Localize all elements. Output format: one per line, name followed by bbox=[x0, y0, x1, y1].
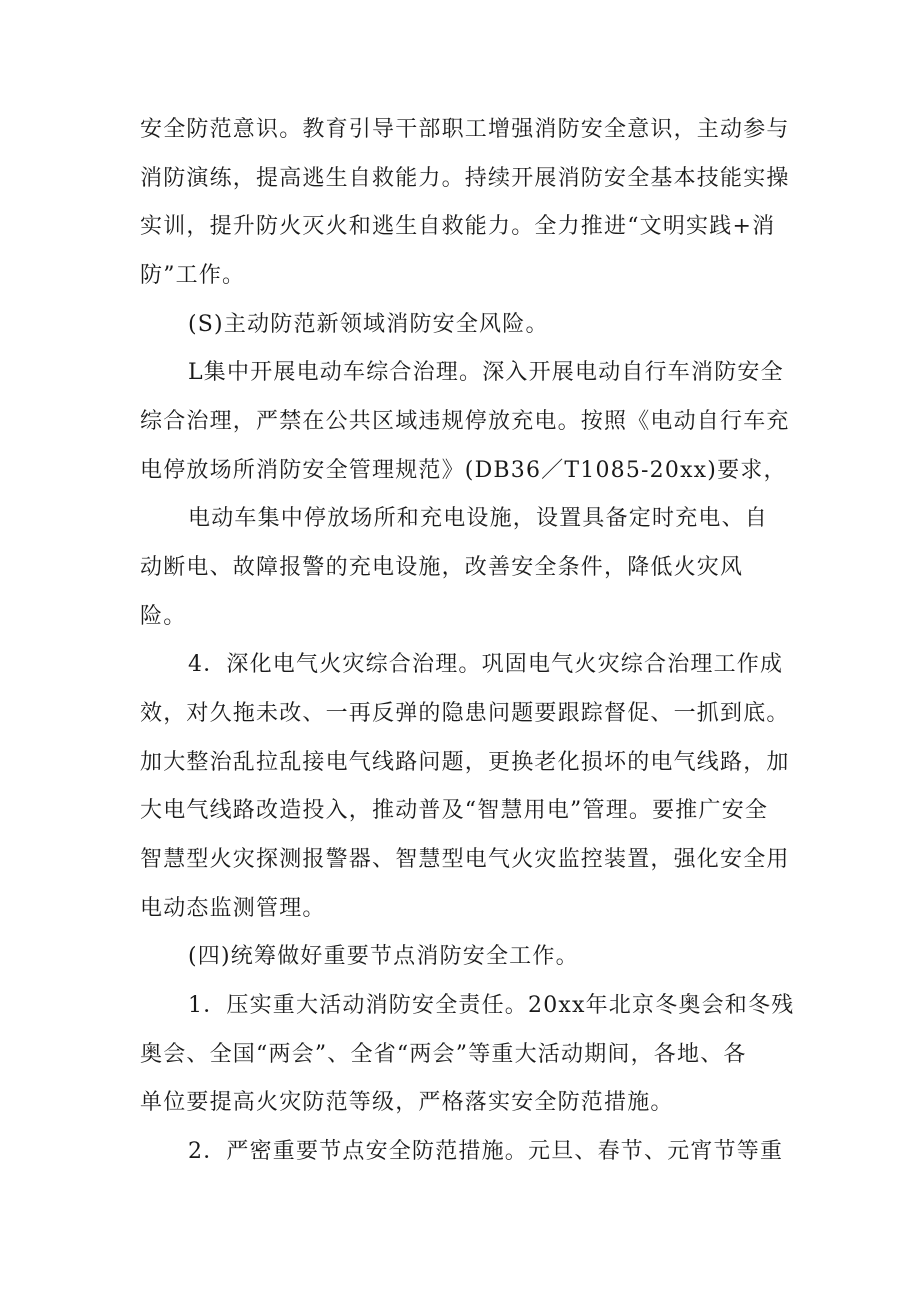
section-heading: (四)统筹做好重要节点消防安全工作。 bbox=[188, 944, 579, 969]
text-line: 险。 bbox=[140, 604, 187, 629]
text-line: 奥会、全国“两会”、全省“两会”等重大活动期间，各地、各 bbox=[140, 1042, 747, 1067]
text-line: 1．压实重大活动消防安全责任。20xx年北京冬奥会和冬残 bbox=[188, 993, 795, 1018]
text-line: 电动车集中停放场所和充电设施，设置具备定时充电、自 bbox=[188, 506, 769, 531]
text-line: L集中开展电动车综合治理。深入开展电动自行车消防安全 bbox=[188, 360, 784, 385]
text-line: 智慧型火灾探测报警器、智慧型电气火灾监控装置，强化安全用 bbox=[140, 847, 790, 872]
text-line: 综合治理，严禁在公共区域违规停放充电。按照《电动自行车充 bbox=[140, 409, 790, 434]
text-line: 防”工作。 bbox=[140, 263, 246, 288]
text-line: 大电气线路改造投入，推动普及“智慧用电”管理。要推广安全 bbox=[140, 798, 769, 823]
text-line: 电动态监测管理。 bbox=[140, 896, 326, 921]
text-line: 实训，提升防火灭火和逃生自救能力。全力推进“文明实践+消 bbox=[140, 214, 776, 239]
text-line: 消防演练，提高逃生自救能力。持续开展消防安全基本技能实操 bbox=[140, 166, 790, 191]
text-line: 安全防范意识。教育引导干部职工增强消防安全意识，主动参与 bbox=[140, 117, 790, 142]
text-line: 2．严密重要节点安全防范措施。元旦、春节、元宵节等重 bbox=[188, 1139, 784, 1164]
text-line: 动断电、故障报警的充电设施，改善安全条件，降低火灾风 bbox=[140, 555, 744, 580]
text-line: 电停放场所消防安全管理规范》(DB36／T1085-20xx)要求， bbox=[140, 458, 787, 483]
text-line: 效，对久拖未改、一再反弹的隐患问题要跟踪督促、一抓到底。 bbox=[140, 701, 790, 726]
text-line: 4．深化电气火灾综合治理。巩固电气火灾综合治理工作成 bbox=[188, 652, 784, 677]
section-heading: (S)主动防范新领域消防安全风险。 bbox=[188, 312, 549, 337]
text-line: 单位要提高火灾防范等级，严格落实安全防范措施。 bbox=[140, 1090, 674, 1115]
text-line: 加大整治乱拉乱接电气线路问题，更换老化损坏的电气线路，加 bbox=[140, 750, 790, 775]
